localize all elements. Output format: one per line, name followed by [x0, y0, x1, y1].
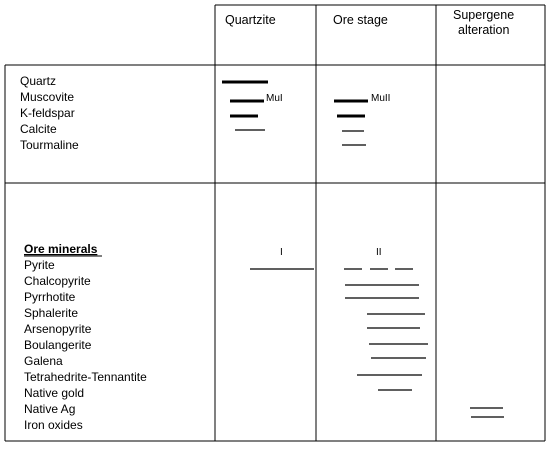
header-supergene-line2: alteration: [458, 23, 510, 37]
ore-bars: [250, 269, 504, 417]
mineral-label-boulangerite: Boulangerite: [24, 338, 92, 352]
tag-muscovite-gen-2: MuII: [371, 93, 391, 104]
gangue-mineral-list: [20, 74, 79, 152]
mineral-label-tourmaline: Tourmaline: [20, 138, 79, 152]
mineral-label-sphalerite: Sphalerite: [24, 306, 79, 320]
mineral-label-native-ag: Native Ag: [24, 402, 76, 416]
header-supergene-line1: Supergene: [453, 8, 515, 22]
mineral-label-calcite: Calcite: [20, 122, 57, 136]
mineral-label-k-feldspar: K-feldspar: [20, 106, 75, 120]
tag-stage-2: II: [376, 247, 382, 258]
mineral-label-pyrrhotite: Pyrrhotite: [24, 290, 76, 304]
mineral-label-chalcopyrite: Chalcopyrite: [24, 274, 91, 288]
tag-muscovite-gen-1: MuI: [266, 93, 283, 104]
header-quartzite: Quartzite: [225, 13, 276, 27]
mineral-label-muscovite: Muscovite: [20, 90, 75, 104]
ore-mineral-list: [24, 258, 147, 432]
mineral-label-galena: Galena: [24, 354, 63, 368]
ore-minerals-heading: Ore minerals: [24, 242, 98, 256]
header-ore-stage: Ore stage: [333, 13, 388, 27]
mineral-label-quartz: Quartz: [20, 74, 57, 88]
mineral-label-iron-oxides: Iron oxides: [24, 418, 83, 432]
gangue-bars: [222, 82, 368, 145]
tag-stage-1: I: [280, 247, 283, 258]
mineral-label-pyrite: Pyrite: [24, 258, 55, 272]
mineral-label-tetrahedrite-tennantite: Tetrahedrite-Tennantite: [24, 370, 147, 384]
mineral-label-arsenopyrite: Arsenopyrite: [24, 322, 92, 336]
mineral-label-native-gold: Native gold: [24, 386, 85, 400]
